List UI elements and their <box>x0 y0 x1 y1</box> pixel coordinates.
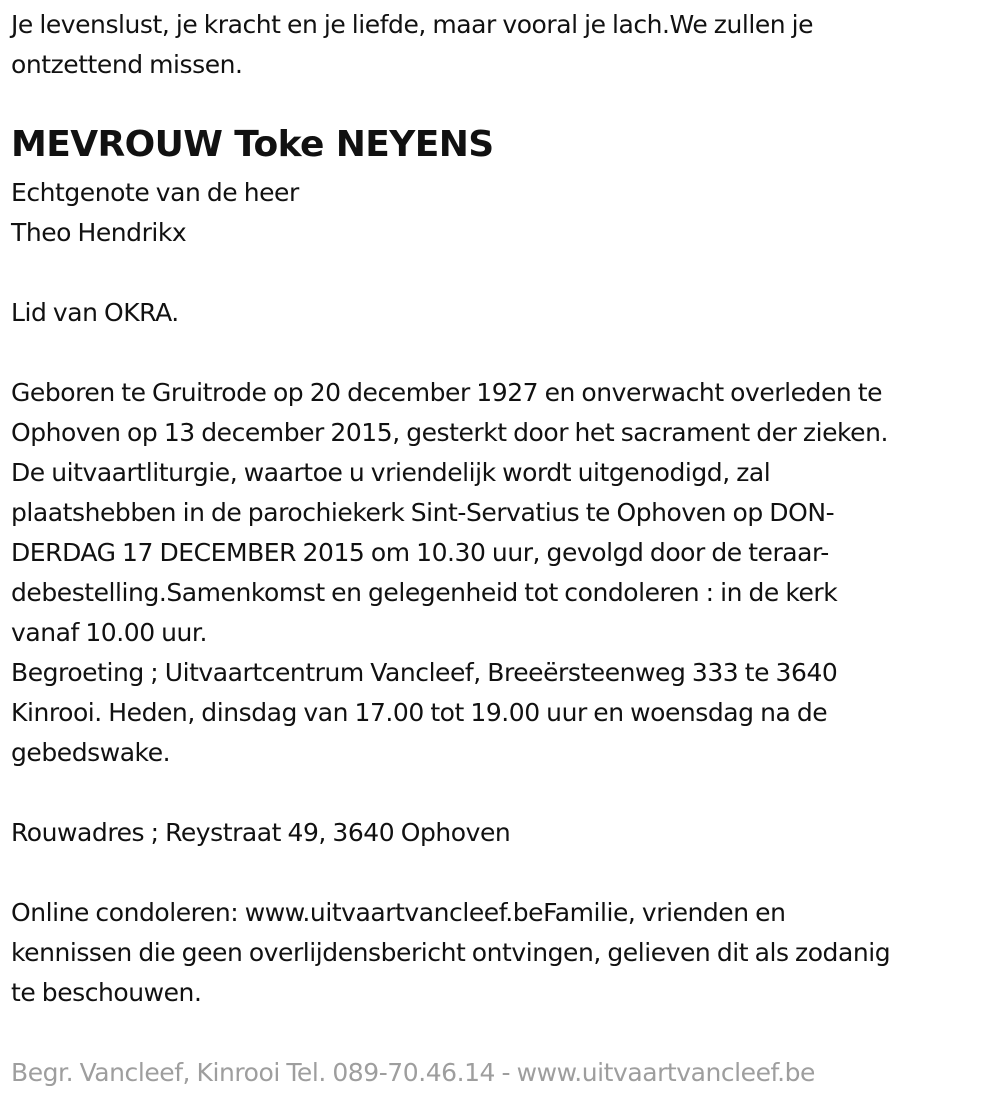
details-line: vanaf 10.00 uur. <box>11 618 207 647</box>
online-condolence-line: te beschouwen. <box>11 978 202 1007</box>
details-line: Ophoven op 13 december 2015, gesterkt door het sacrament der zieken. <box>11 418 888 447</box>
details-line: De uitvaartliturgie, waartoe u vriendelijk wordt uitgenodigd, zal <box>11 458 771 487</box>
intro-line: ontzettend missen. <box>11 50 243 79</box>
mourning-address: Rouwadres ; Reystraat 49, 3640 Ophoven <box>11 818 511 847</box>
details-line: debestelling.Samenkomst en gelegenheid tot condoleren : in de kerk <box>11 578 838 607</box>
spouse-line: Echtgenote van de heer <box>11 178 299 207</box>
online-condolence-line: Online condoleren: www.uitvaartvancleef.beFamilie, vrienden en <box>11 898 786 927</box>
details-line: Kinrooi. Heden, dinsdag van 17.00 tot 19.00 uur en woensdag na de <box>11 698 828 727</box>
details-line: DERDAG 17 DECEMBER 2015 om 10.30 uur, gevolgd door de teraar- <box>11 538 829 567</box>
details-line: plaatshebben in de parochiekerk Sint-Servatius te Ophoven op DON- <box>11 498 835 527</box>
funeral-home-footer: Begr. Vancleef, Kinrooi Tel. 089-70.46.14 - www.uitvaartvancleef.be <box>11 1058 815 1087</box>
details-line: Geboren te Gruitrode op 20 december 1927 en onverwacht overleden te <box>11 378 883 407</box>
details-line: gebedswake. <box>11 738 171 767</box>
online-condolence-line: kennissen die geen overlijdensbericht ontvingen, gelieven dit als zodanig <box>11 938 891 967</box>
spouse-line: Theo Hendrikx <box>11 218 187 247</box>
deceased-name-title: MEVROUW Toke NEYENS <box>11 124 494 165</box>
details-line: Begroeting ; Uitvaartcentrum Vancleef, Breeërsteenweg 333 te 3640 <box>11 658 838 687</box>
membership-line: Lid van OKRA. <box>11 298 179 327</box>
intro-line: Je levenslust, je kracht en je liefde, maar vooral je lach.We zullen je <box>11 10 814 39</box>
